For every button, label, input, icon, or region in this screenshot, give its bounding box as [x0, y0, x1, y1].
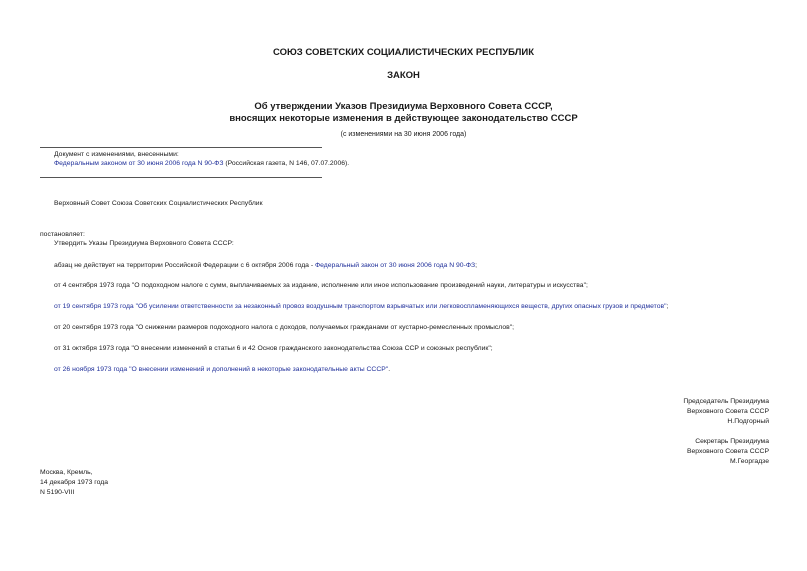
secretary-title-2: Верховного Совета СССР — [686, 448, 769, 455]
place: Москва, Кремль, — [40, 469, 93, 476]
item-3-link[interactable]: от 19 сентября 1973 года "Об усилении ответственности за незаконный провоз воздушным транспортом взрывчатых или легковоспламеняющихся веществ, других опасных грузов и предметов" — [54, 303, 667, 310]
union-title: СОЮЗ СОВЕТСКИХ СОЦИАЛИСТИЧЕСКИХ РЕСПУБЛИК — [272, 47, 534, 58]
decrees-word: постановляет: — [40, 231, 85, 238]
date: 14 декабря 1973 года — [40, 479, 108, 486]
federal-law-link[interactable]: Федеральным законом от 30 июня 2006 года N 90-ФЗ — [54, 160, 224, 167]
item-3 — [54, 303, 668, 310]
changes-source: (Российская газета, N 146, 07.07.2006). — [223, 160, 350, 167]
item-6 — [54, 366, 390, 373]
doc-type: ЗАКОН — [387, 70, 420, 81]
law-number: N 5190-VIII — [40, 489, 75, 496]
item-3-tail: ; — [666, 303, 669, 310]
secretary-title-1: Секретарь Президиума — [695, 438, 769, 445]
chair-title-1: Председатель Президиума — [683, 398, 769, 405]
item-5: от 31 октября 1973 года "О внесении изменений в статьи 6 и 42 Основ гражданского законодательства Союза ССР и союзных республик"; — [54, 345, 493, 352]
law-title-line2: вносящих некоторые изменения в действующее законодательство СССР — [229, 113, 578, 124]
changes-bottom-rule — [40, 177, 322, 178]
changes-entry — [54, 160, 349, 167]
approve-line: Утвердить Указы Президиума Верховного Совета СССР: — [54, 240, 234, 247]
item-2: от 4 сентября 1973 года "О подоходном налоге с сумм, выплачиваемых за издание, исполнение или иное использование произведений науки, литературы и искусства"; — [54, 282, 588, 289]
item-6-link[interactable]: от 26 ноября 1973 года "О внесении изменений и дополнений в некоторые законодательные акты СССР" — [54, 366, 389, 373]
chair-name: Н.Подгорный — [727, 418, 769, 425]
item-1 — [54, 262, 477, 269]
item-1-text: абзац не действует на территории Российской Федерации с 6 октября 2006 года - — [54, 262, 315, 269]
revision-note: (с изменениями на 30 июня 2006 года) — [340, 131, 467, 138]
changes-label: Документ с изменениями, внесенными: — [54, 151, 179, 158]
item-4: от 20 сентября 1973 года "О снижении размеров подоходного налога с доходов, получаемых гражданами от кустарно-ремесленных промыслов"; — [54, 324, 515, 331]
chair-title-2: Верховного Совета СССР — [686, 408, 769, 415]
item-6-tail: . — [388, 366, 391, 373]
law-title-line1: Об утверждении Указов Президиума Верховного Совета СССР, — [254, 101, 553, 112]
changes-top-rule — [40, 147, 322, 148]
issuer: Верховный Совет Союза Советских Социалистических Республик — [54, 200, 263, 207]
item-1-tail: ; — [475, 262, 477, 269]
secretary-name: М.Георгадзе — [729, 458, 769, 465]
item-1-link[interactable]: Федеральный закон от 30 июня 2006 года N 90-ФЗ — [315, 262, 476, 269]
